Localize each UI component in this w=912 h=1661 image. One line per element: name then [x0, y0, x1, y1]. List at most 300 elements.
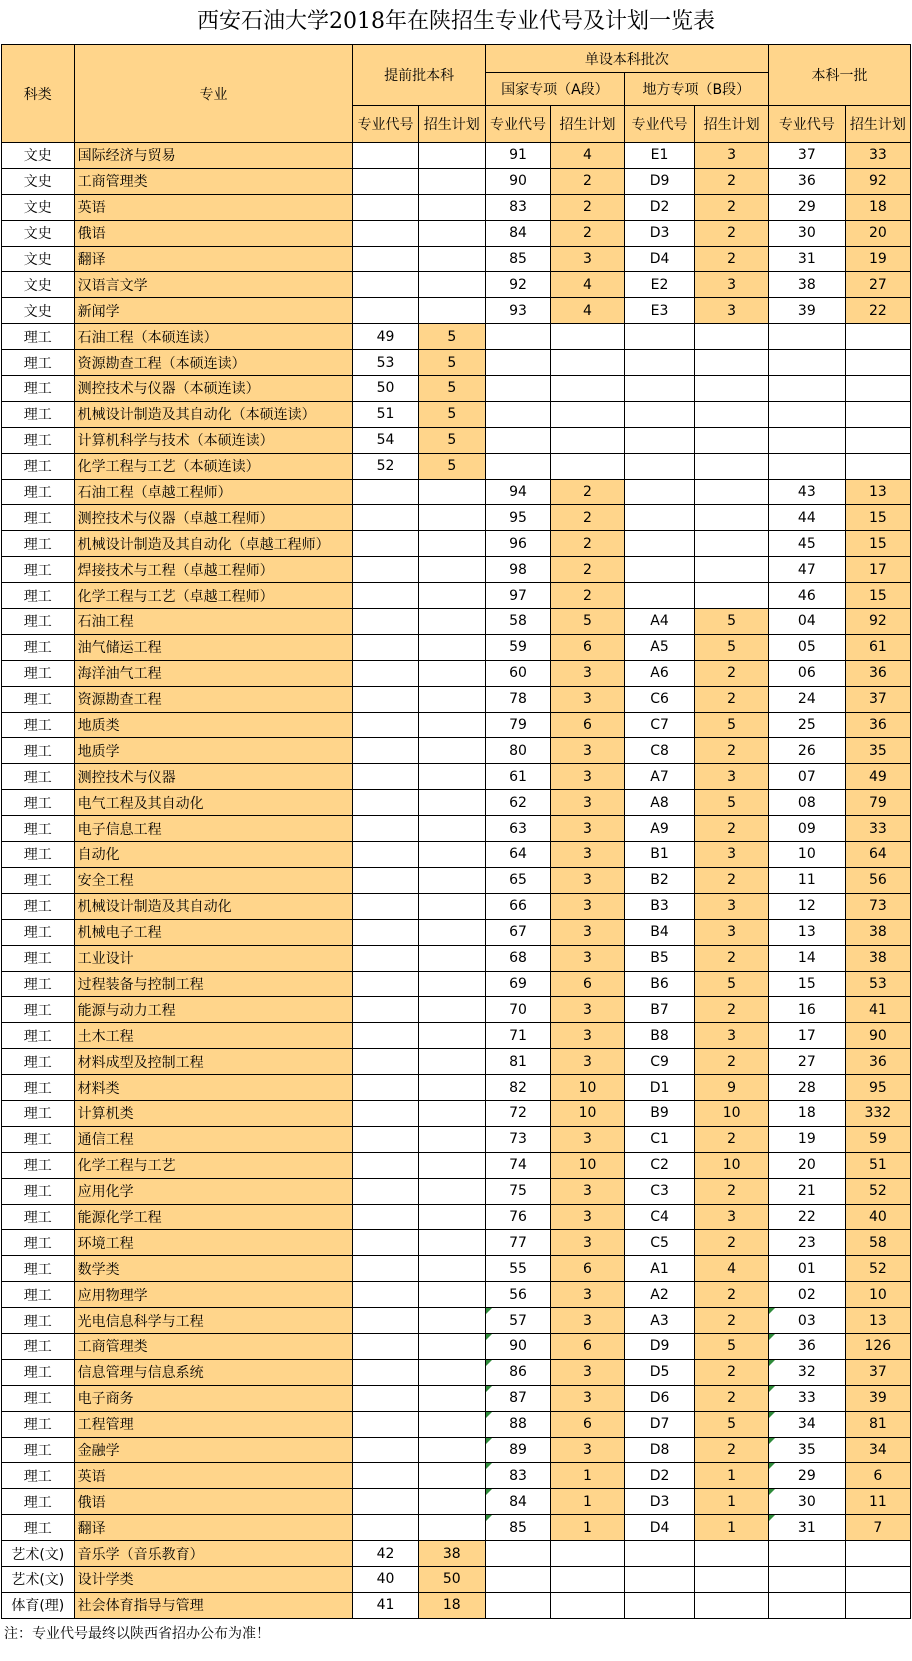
first-plan-cell: 52 — [845, 1178, 910, 1204]
category-cell: 理工 — [2, 531, 75, 557]
national-code-cell: 71 — [485, 1023, 550, 1049]
table-row — [2, 194, 911, 220]
national-plan-cell: 3 — [551, 842, 625, 868]
local-plan-cell: 5 — [695, 634, 769, 660]
early-plan-cell — [418, 557, 485, 583]
local-code-cell: B9 — [624, 1100, 694, 1126]
early-code-cell — [353, 1282, 418, 1308]
early-plan-cell — [418, 298, 485, 324]
table-row — [2, 1308, 911, 1334]
early-plan-cell — [418, 790, 485, 816]
local-code-cell: D9 — [624, 168, 694, 194]
category-cell: 理工 — [2, 583, 75, 609]
early-plan-cell: 50 — [418, 1566, 485, 1592]
national-code-cell — [485, 350, 550, 376]
early-plan-cell: 5 — [418, 324, 485, 350]
first-code-cell: 25 — [768, 712, 845, 738]
first-code-cell — [768, 376, 845, 402]
first-plan-cell: 35 — [845, 738, 910, 764]
first-plan-cell: 7 — [845, 1515, 910, 1541]
local-plan-cell — [695, 427, 769, 453]
table-row — [2, 1385, 911, 1411]
local-code-cell: D9 — [624, 1333, 694, 1359]
early-code-cell — [353, 1333, 418, 1359]
first-plan-cell: 41 — [845, 997, 910, 1023]
first-code-cell: 26 — [768, 738, 845, 764]
early-code-cell — [353, 1178, 418, 1204]
local-plan-cell: 5 — [695, 1411, 769, 1437]
early-plan-cell — [418, 971, 485, 997]
category-cell: 理工 — [2, 842, 75, 868]
first-code-cell: 14 — [768, 945, 845, 971]
first-code-cell: 27 — [768, 1049, 845, 1075]
local-plan-cell: 2 — [695, 816, 769, 842]
first-code-cell: 35 — [768, 1437, 845, 1463]
local-code-cell: C4 — [624, 1204, 694, 1230]
local-code-cell: D4 — [624, 246, 694, 272]
first-plan-cell: 126 — [845, 1333, 910, 1359]
major-cell: 设计学类 — [74, 1566, 353, 1592]
first-plan-cell: 10 — [845, 1282, 910, 1308]
national-plan-cell: 2 — [551, 220, 625, 246]
header-local: 地方专项（B段） — [624, 73, 768, 106]
major-cell: 音乐学（音乐教育） — [74, 1541, 353, 1567]
national-code-cell — [485, 427, 550, 453]
first-code-cell: 16 — [768, 997, 845, 1023]
local-plan-cell — [695, 401, 769, 427]
major-cell: 化学工程与工艺（卓越工程师） — [74, 583, 353, 609]
national-code-cell: 89 — [485, 1437, 550, 1463]
first-code-cell: 08 — [768, 790, 845, 816]
early-plan-cell: 38 — [418, 1541, 485, 1567]
first-plan-cell — [845, 1592, 910, 1618]
national-code-cell: 74 — [485, 1152, 550, 1178]
table-row — [2, 867, 911, 893]
early-code-cell — [353, 1100, 418, 1126]
early-plan-cell — [418, 867, 485, 893]
national-code-cell: 88 — [485, 1411, 550, 1437]
early-code-cell — [353, 1308, 418, 1334]
header-category: 科类 — [2, 45, 75, 143]
major-cell: 安全工程 — [74, 867, 353, 893]
early-code-cell — [353, 298, 418, 324]
first-plan-cell — [845, 324, 910, 350]
category-cell: 理工 — [2, 609, 75, 635]
major-cell: 自动化 — [74, 842, 353, 868]
major-cell: 电子信息工程 — [74, 816, 353, 842]
national-plan-cell: 10 — [551, 1075, 625, 1101]
first-plan-cell — [845, 453, 910, 479]
local-code-cell: C1 — [624, 1126, 694, 1152]
table-row — [2, 790, 911, 816]
first-code-cell — [768, 1566, 845, 1592]
first-plan-cell — [845, 427, 910, 453]
category-cell: 理工 — [2, 557, 75, 583]
header-code: 专业代号 — [485, 106, 550, 143]
first-code-cell: 44 — [768, 505, 845, 531]
early-plan-cell — [418, 143, 485, 169]
first-plan-cell: 15 — [845, 583, 910, 609]
header-special-batch: 单设本科批次 — [485, 45, 768, 73]
early-plan-cell — [418, 168, 485, 194]
category-cell: 理工 — [2, 1126, 75, 1152]
early-code-cell — [353, 609, 418, 635]
national-plan-cell: 5 — [551, 609, 625, 635]
early-code-cell — [353, 1463, 418, 1489]
first-plan-cell: 81 — [845, 1411, 910, 1437]
first-code-cell: 29 — [768, 1463, 845, 1489]
local-plan-cell: 3 — [695, 1204, 769, 1230]
local-plan-cell — [695, 505, 769, 531]
early-code-cell — [353, 194, 418, 220]
table-row — [2, 168, 911, 194]
national-code-cell: 84 — [485, 1489, 550, 1515]
header-early-batch: 提前批本科 — [353, 45, 486, 106]
national-code-cell: 63 — [485, 816, 550, 842]
national-plan-cell: 3 — [551, 738, 625, 764]
major-cell: 社会体育指导与管理 — [74, 1592, 353, 1618]
local-plan-cell: 2 — [695, 1049, 769, 1075]
early-plan-cell — [418, 272, 485, 298]
first-code-cell: 36 — [768, 1333, 845, 1359]
local-code-cell: D1 — [624, 1075, 694, 1101]
early-code-cell — [353, 1437, 418, 1463]
local-code-cell — [624, 376, 694, 402]
national-plan-cell: 2 — [551, 168, 625, 194]
early-plan-cell — [418, 1049, 485, 1075]
local-plan-cell: 9 — [695, 1075, 769, 1101]
national-code-cell: 85 — [485, 246, 550, 272]
national-code-cell — [485, 1541, 550, 1567]
early-code-cell — [353, 1515, 418, 1541]
category-cell: 理工 — [2, 1411, 75, 1437]
national-plan-cell: 3 — [551, 945, 625, 971]
first-code-cell: 20 — [768, 1152, 845, 1178]
local-code-cell: A3 — [624, 1308, 694, 1334]
first-code-cell: 47 — [768, 557, 845, 583]
first-plan-cell: 95 — [845, 1075, 910, 1101]
major-cell: 通信工程 — [74, 1126, 353, 1152]
national-plan-cell: 4 — [551, 143, 625, 169]
category-cell: 理工 — [2, 1308, 75, 1334]
early-plan-cell — [418, 816, 485, 842]
early-code-cell — [353, 479, 418, 505]
national-plan-cell: 3 — [551, 660, 625, 686]
national-code-cell: 64 — [485, 842, 550, 868]
national-plan-cell: 3 — [551, 1178, 625, 1204]
early-code-cell — [353, 764, 418, 790]
category-cell: 理工 — [2, 764, 75, 790]
category-cell: 理工 — [2, 634, 75, 660]
national-plan-cell — [551, 1541, 625, 1567]
table-row — [2, 1230, 911, 1256]
category-cell: 理工 — [2, 971, 75, 997]
local-code-cell: B7 — [624, 997, 694, 1023]
local-code-cell: C2 — [624, 1152, 694, 1178]
national-code-cell — [485, 1566, 550, 1592]
national-code-cell: 85 — [485, 1515, 550, 1541]
national-code-cell: 58 — [485, 609, 550, 635]
local-code-cell: D6 — [624, 1385, 694, 1411]
national-plan-cell: 1 — [551, 1515, 625, 1541]
table-row — [2, 143, 911, 169]
table-row — [2, 686, 911, 712]
local-plan-cell: 4 — [695, 1256, 769, 1282]
national-code-cell: 61 — [485, 764, 550, 790]
early-plan-cell — [418, 1308, 485, 1334]
local-code-cell: B6 — [624, 971, 694, 997]
category-cell: 理工 — [2, 1385, 75, 1411]
local-plan-cell — [695, 1592, 769, 1618]
early-plan-cell — [418, 1075, 485, 1101]
national-plan-cell: 4 — [551, 298, 625, 324]
table-row — [2, 1100, 911, 1126]
table-row — [2, 738, 911, 764]
national-plan-cell: 2 — [551, 583, 625, 609]
category-cell: 理工 — [2, 1282, 75, 1308]
early-code-cell: 50 — [353, 376, 418, 402]
footnote: 注：专业代号最终以陕西省招办公布为准！ — [4, 1625, 270, 1642]
early-plan-cell — [418, 583, 485, 609]
major-cell: 过程装备与控制工程 — [74, 971, 353, 997]
table-row — [2, 816, 911, 842]
first-code-cell: 12 — [768, 893, 845, 919]
header-code: 专业代号 — [624, 106, 694, 143]
table-row — [2, 1515, 911, 1541]
national-plan-cell: 3 — [551, 764, 625, 790]
first-code-cell: 22 — [768, 1204, 845, 1230]
local-code-cell: D8 — [624, 1437, 694, 1463]
major-cell: 英语 — [74, 1463, 353, 1489]
first-plan-cell: 49 — [845, 764, 910, 790]
national-code-cell: 69 — [485, 971, 550, 997]
category-cell: 理工 — [2, 738, 75, 764]
local-code-cell: A8 — [624, 790, 694, 816]
header-code: 专业代号 — [353, 106, 418, 143]
national-plan-cell: 6 — [551, 712, 625, 738]
first-plan-cell — [845, 401, 910, 427]
local-plan-cell: 3 — [695, 1023, 769, 1049]
first-code-cell: 30 — [768, 1489, 845, 1515]
local-code-cell — [624, 350, 694, 376]
local-code-cell — [624, 1541, 694, 1567]
first-plan-cell: 33 — [845, 816, 910, 842]
early-plan-cell — [418, 609, 485, 635]
early-code-cell: 49 — [353, 324, 418, 350]
early-code-cell — [353, 1126, 418, 1152]
early-plan-cell — [418, 531, 485, 557]
local-code-cell: E3 — [624, 298, 694, 324]
category-cell: 理工 — [2, 1489, 75, 1515]
national-code-cell: 90 — [485, 1333, 550, 1359]
major-cell: 能源化学工程 — [74, 1204, 353, 1230]
table-row — [2, 557, 911, 583]
early-plan-cell — [418, 997, 485, 1023]
table-row — [2, 1411, 911, 1437]
early-plan-cell: 5 — [418, 453, 485, 479]
first-plan-cell: 38 — [845, 919, 910, 945]
first-plan-cell: 15 — [845, 505, 910, 531]
national-code-cell: 73 — [485, 1126, 550, 1152]
national-plan-cell: 3 — [551, 893, 625, 919]
local-code-cell — [624, 557, 694, 583]
category-cell: 理工 — [2, 453, 75, 479]
major-cell: 金融学 — [74, 1437, 353, 1463]
major-cell: 计算机科学与技术（本硕连读） — [74, 427, 353, 453]
local-plan-cell: 5 — [695, 790, 769, 816]
first-code-cell: 30 — [768, 220, 845, 246]
first-plan-cell: 37 — [845, 1359, 910, 1385]
national-code-cell — [485, 324, 550, 350]
local-plan-cell — [695, 1541, 769, 1567]
early-code-cell — [353, 272, 418, 298]
national-plan-cell: 3 — [551, 1308, 625, 1334]
local-plan-cell: 3 — [695, 298, 769, 324]
local-plan-cell: 2 — [695, 1178, 769, 1204]
major-cell: 机械电子工程 — [74, 919, 353, 945]
major-cell: 化学工程与工艺（本硕连读） — [74, 453, 353, 479]
major-cell: 化学工程与工艺 — [74, 1152, 353, 1178]
local-code-cell: E1 — [624, 143, 694, 169]
first-plan-cell: 33 — [845, 143, 910, 169]
first-plan-cell: 73 — [845, 893, 910, 919]
national-code-cell: 81 — [485, 1049, 550, 1075]
header-plan: 招生计划 — [418, 106, 485, 143]
first-code-cell: 31 — [768, 246, 845, 272]
category-cell: 理工 — [2, 1230, 75, 1256]
major-cell: 材料成型及控制工程 — [74, 1049, 353, 1075]
table-row — [2, 1566, 911, 1592]
local-code-cell: C9 — [624, 1049, 694, 1075]
table-row — [2, 1489, 911, 1515]
first-code-cell: 06 — [768, 660, 845, 686]
category-cell: 艺术(文) — [2, 1566, 75, 1592]
category-cell: 理工 — [2, 1333, 75, 1359]
local-plan-cell: 2 — [695, 1385, 769, 1411]
table-row — [2, 583, 911, 609]
national-code-cell: 82 — [485, 1075, 550, 1101]
early-plan-cell: 5 — [418, 350, 485, 376]
early-code-cell: 54 — [353, 427, 418, 453]
national-plan-cell — [551, 350, 625, 376]
first-plan-cell: 39 — [845, 1385, 910, 1411]
early-code-cell — [353, 220, 418, 246]
early-plan-cell — [418, 1152, 485, 1178]
local-code-cell: A4 — [624, 609, 694, 635]
first-plan-cell: 19 — [845, 246, 910, 272]
major-cell: 土木工程 — [74, 1023, 353, 1049]
early-code-cell — [353, 1023, 418, 1049]
first-code-cell: 38 — [768, 272, 845, 298]
local-plan-cell — [695, 479, 769, 505]
category-cell: 理工 — [2, 350, 75, 376]
table-row — [2, 246, 911, 272]
category-cell: 理工 — [2, 790, 75, 816]
local-plan-cell: 10 — [695, 1100, 769, 1126]
local-plan-cell — [695, 557, 769, 583]
early-plan-cell — [418, 738, 485, 764]
early-code-cell — [353, 634, 418, 660]
national-plan-cell: 6 — [551, 634, 625, 660]
local-plan-cell: 2 — [695, 246, 769, 272]
early-plan-cell: 5 — [418, 427, 485, 453]
national-code-cell: 72 — [485, 1100, 550, 1126]
national-plan-cell: 3 — [551, 867, 625, 893]
table-row — [2, 764, 911, 790]
table-row — [2, 401, 911, 427]
early-code-cell — [353, 583, 418, 609]
national-plan-cell: 6 — [551, 1256, 625, 1282]
first-code-cell: 09 — [768, 816, 845, 842]
national-code-cell: 79 — [485, 712, 550, 738]
local-code-cell: A6 — [624, 660, 694, 686]
early-plan-cell — [418, 1437, 485, 1463]
early-code-cell — [353, 1256, 418, 1282]
early-plan-cell: 5 — [418, 401, 485, 427]
category-cell: 理工 — [2, 479, 75, 505]
national-plan-cell: 2 — [551, 505, 625, 531]
early-plan-cell — [418, 1385, 485, 1411]
early-code-cell: 42 — [353, 1541, 418, 1567]
major-cell: 新闻学 — [74, 298, 353, 324]
national-code-cell: 78 — [485, 686, 550, 712]
first-plan-cell: 36 — [845, 660, 910, 686]
table-row — [2, 1049, 911, 1075]
local-code-cell: B8 — [624, 1023, 694, 1049]
early-plan-cell — [418, 1023, 485, 1049]
first-plan-cell: 18 — [845, 194, 910, 220]
local-plan-cell: 3 — [695, 919, 769, 945]
category-cell: 文史 — [2, 168, 75, 194]
header-plan: 招生计划 — [695, 106, 769, 143]
category-cell: 文史 — [2, 298, 75, 324]
header-plan: 招生计划 — [845, 106, 910, 143]
table-row — [2, 298, 911, 324]
national-code-cell: 98 — [485, 557, 550, 583]
early-code-cell — [353, 143, 418, 169]
first-code-cell: 04 — [768, 609, 845, 635]
first-code-cell: 05 — [768, 634, 845, 660]
table-row — [2, 272, 911, 298]
local-code-cell — [624, 505, 694, 531]
category-cell: 艺术(文) — [2, 1541, 75, 1567]
national-code-cell: 62 — [485, 790, 550, 816]
first-code-cell: 11 — [768, 867, 845, 893]
first-code-cell: 24 — [768, 686, 845, 712]
table-row — [2, 1075, 911, 1101]
national-plan-cell: 3 — [551, 1282, 625, 1308]
national-code-cell: 83 — [485, 194, 550, 220]
early-plan-cell — [418, 1463, 485, 1489]
major-cell: 地质学 — [74, 738, 353, 764]
early-plan-cell: 18 — [418, 1592, 485, 1618]
national-plan-cell — [551, 376, 625, 402]
category-cell: 理工 — [2, 376, 75, 402]
first-code-cell: 31 — [768, 1515, 845, 1541]
first-plan-cell: 13 — [845, 1308, 910, 1334]
early-code-cell — [353, 1204, 418, 1230]
early-code-cell — [353, 1489, 418, 1515]
local-code-cell: D4 — [624, 1515, 694, 1541]
major-cell: 汉语言文学 — [74, 272, 353, 298]
table-row — [2, 427, 911, 453]
early-code-cell — [353, 1411, 418, 1437]
first-plan-cell: 27 — [845, 272, 910, 298]
major-cell: 油气储运工程 — [74, 634, 353, 660]
category-cell: 理工 — [2, 997, 75, 1023]
major-cell: 计算机类 — [74, 1100, 353, 1126]
table-row — [2, 1592, 911, 1618]
